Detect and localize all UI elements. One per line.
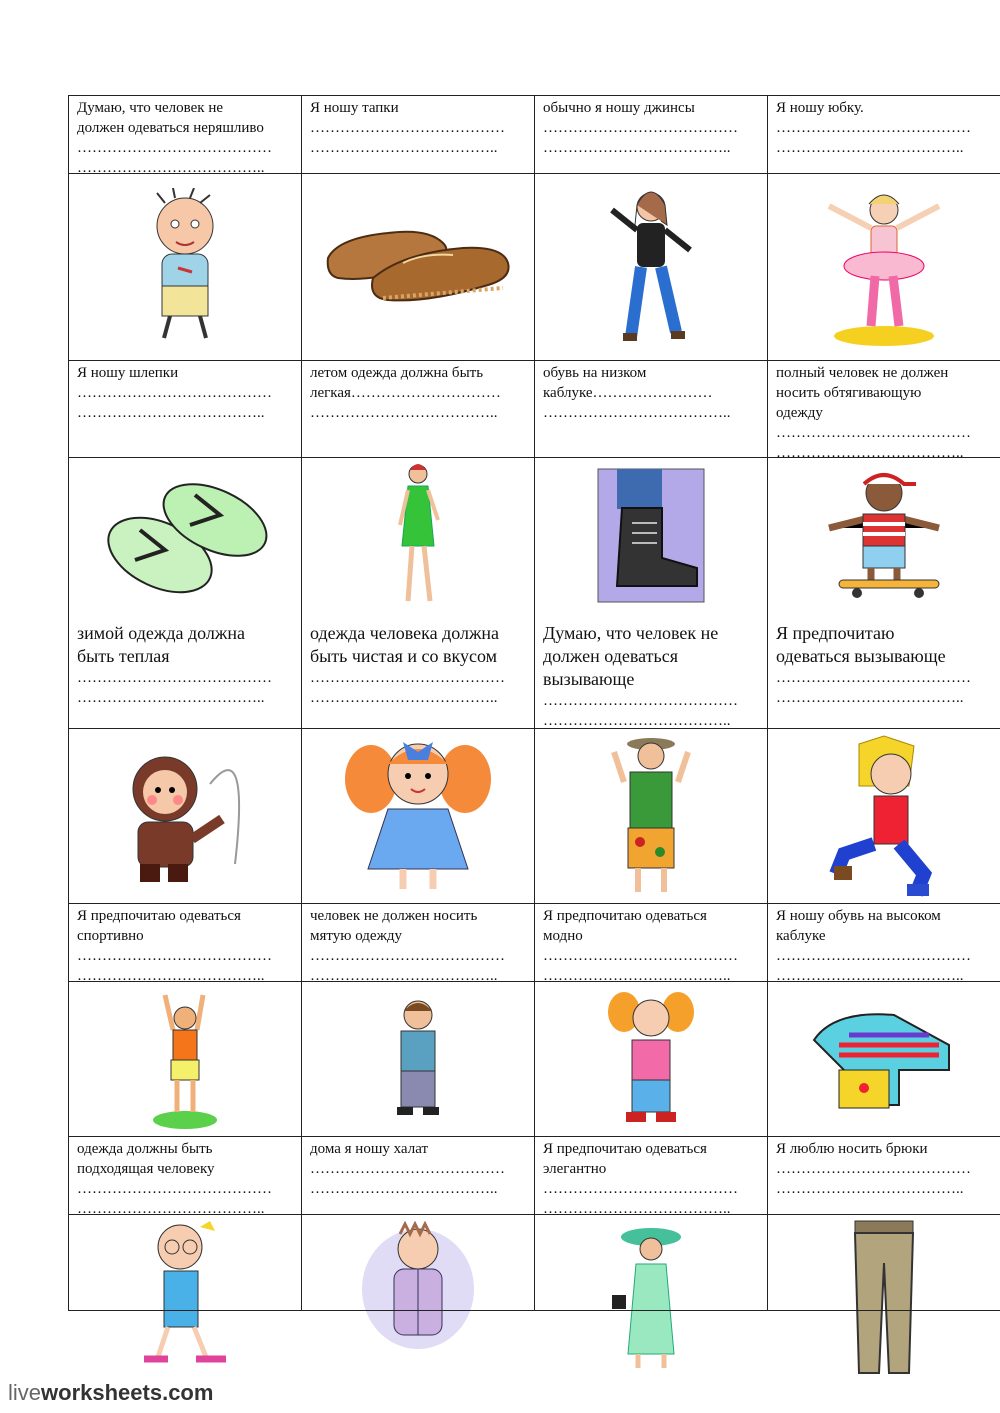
answer-line[interactable]: ………………………………… bbox=[77, 670, 272, 686]
prompt-text: Я люблю носить брюки bbox=[776, 1141, 928, 1157]
table-cell bbox=[767, 729, 1000, 904]
table-cell bbox=[767, 904, 1000, 982]
prompt-text: человек не должен носить мятую одежду bbox=[310, 908, 478, 944]
answer-line[interactable]: ……………………………….. bbox=[543, 140, 731, 156]
answer-line[interactable]: ………………………………… bbox=[310, 120, 505, 136]
fashion-girl-illustration bbox=[606, 990, 696, 1130]
girl-in-high-heels-illustration bbox=[130, 1219, 240, 1374]
answer-line[interactable]: ……………………………….. bbox=[77, 968, 265, 982]
trousers-illustration bbox=[849, 1219, 919, 1379]
boy-in-bathrobe-illustration bbox=[358, 1219, 478, 1354]
table-cell bbox=[767, 96, 1000, 174]
girl-in-jeans-illustration bbox=[601, 185, 701, 350]
table-cell bbox=[301, 96, 534, 174]
table-cell bbox=[68, 174, 301, 361]
answer-line[interactable]: ……………………………….. bbox=[77, 405, 265, 421]
table-cell bbox=[68, 729, 301, 904]
table-cell bbox=[301, 1137, 534, 1215]
answer-line[interactable]: ……………………………….. bbox=[776, 140, 964, 156]
messy-boy-illustration bbox=[140, 188, 230, 348]
answer-line[interactable]: ………………………………… bbox=[543, 1181, 738, 1197]
shy-boy-illustration bbox=[383, 995, 453, 1125]
table-cell bbox=[534, 904, 767, 982]
answer-line[interactable]: ……………………………….. bbox=[310, 405, 498, 421]
answer-line[interactable]: ………………………………… bbox=[543, 693, 738, 709]
table-cell bbox=[534, 982, 767, 1137]
table-cell bbox=[534, 1215, 767, 1311]
girl-with-pigtails-illustration bbox=[343, 734, 493, 899]
prompt-text: Я ношу юбку. bbox=[776, 100, 864, 116]
table-row bbox=[68, 457, 1000, 729]
answer-line[interactable]: ………………………………… bbox=[77, 948, 272, 964]
table-cell bbox=[767, 982, 1000, 1137]
table-row bbox=[68, 981, 1000, 1137]
prompt-text: Думаю, что человек не должен одеваться неряшливо bbox=[77, 100, 264, 136]
table-cell bbox=[534, 96, 767, 174]
table-cell bbox=[301, 982, 534, 1137]
moccasins-illustration bbox=[323, 218, 513, 318]
table-cell bbox=[767, 458, 1000, 729]
prompt-text: Я ношу обувь на высоком каблуке bbox=[776, 908, 941, 944]
answer-line[interactable]: ………………………………… bbox=[77, 1181, 272, 1197]
punk-boy-illustration bbox=[829, 734, 939, 899]
answer-line[interactable]: ……………………………….. bbox=[776, 1181, 964, 1197]
answer-line[interactable]: ………………………………… bbox=[776, 425, 971, 441]
answer-line[interactable]: ……………………………….. bbox=[543, 405, 731, 421]
answer-line[interactable]: ……………………………….. bbox=[543, 968, 731, 982]
table-cell bbox=[534, 1137, 767, 1215]
prompt-text: обычно я ношу джинсы bbox=[543, 100, 695, 116]
answer-line[interactable]: ……………………………….. bbox=[77, 1201, 265, 1215]
prompt-text: Я предпочитаю одеваться вызывающе bbox=[776, 623, 946, 666]
table-cell bbox=[534, 361, 767, 458]
flip-flops-illustration bbox=[77, 460, 293, 610]
answer-line[interactable]: ……………………………….. bbox=[310, 140, 498, 156]
answer-line[interactable]: ………………………………… bbox=[776, 1161, 971, 1177]
answer-line[interactable]: ………………………………… bbox=[310, 670, 505, 686]
prompt-text: Думаю, что человек не должен одеваться вызывающе bbox=[543, 623, 719, 689]
table-cell bbox=[301, 904, 534, 982]
eskimo-child-fishing-illustration bbox=[110, 744, 260, 889]
table-cell bbox=[301, 174, 534, 361]
prompt-text: одежда человека должна быть чистая и со вкусом bbox=[310, 623, 500, 666]
table-row bbox=[68, 1136, 1000, 1215]
prompt-text: одежда должны быть подходящая человеку bbox=[77, 1141, 215, 1177]
table-cell bbox=[301, 1215, 534, 1311]
table-bottom-border bbox=[68, 1310, 1000, 1311]
elegant-lady-illustration bbox=[606, 1219, 696, 1374]
answer-line[interactable]: ………………………………… bbox=[310, 948, 505, 964]
answer-line[interactable]: ………………………………… bbox=[776, 948, 971, 964]
table-cell bbox=[68, 1215, 301, 1311]
answer-line[interactable]: ………………………………… bbox=[776, 670, 971, 686]
table-cell bbox=[534, 174, 767, 361]
table-cell bbox=[68, 1137, 301, 1215]
answer-line[interactable]: ……………………………….. bbox=[310, 968, 498, 982]
table-cell bbox=[767, 174, 1000, 361]
liveworksheets-logo: liveworksheets.com bbox=[8, 1380, 214, 1405]
answer-line[interactable]: ………………………………… bbox=[543, 948, 738, 964]
answer-line[interactable]: ………………………………… bbox=[543, 120, 738, 136]
answer-line[interactable]: ……………………………….. bbox=[77, 690, 265, 706]
table-cell bbox=[68, 361, 301, 458]
table-cell bbox=[767, 361, 1000, 458]
answer-line[interactable]: ……………………………….. bbox=[776, 968, 964, 982]
combat-boot-illustration bbox=[543, 460, 759, 610]
table-cell bbox=[68, 96, 301, 174]
answer-line[interactable]: ………………………………… bbox=[77, 140, 272, 156]
table-cell bbox=[68, 458, 301, 729]
answer-line[interactable]: ……………………………….. bbox=[776, 690, 964, 706]
answer-line[interactable]: ……………………………….. bbox=[310, 1181, 498, 1197]
sporty-child-illustration bbox=[145, 990, 225, 1130]
prompt-text: Я предпочитаю одеваться спортивно bbox=[77, 908, 241, 944]
table-cell bbox=[68, 904, 301, 982]
table-row bbox=[68, 360, 1000, 458]
ballerina-girl-illustration bbox=[819, 188, 949, 348]
table-cell bbox=[767, 1215, 1000, 1311]
table-row bbox=[68, 1214, 1000, 1311]
prompt-text: Я предпочитаю одеваться модно bbox=[543, 908, 707, 944]
answer-line[interactable]: ………………………………… bbox=[310, 1161, 505, 1177]
woman-in-green-dress-illustration bbox=[310, 460, 526, 610]
boy-on-skateboard-illustration bbox=[776, 460, 992, 610]
table-row bbox=[68, 95, 1000, 174]
answer-line[interactable]: ……………………………….. bbox=[776, 445, 964, 458]
answer-line[interactable]: ……………………………….. bbox=[543, 713, 731, 729]
table-cell bbox=[68, 982, 301, 1137]
prompt-text: полный человек не должен носить обтягивающую одежду bbox=[776, 365, 949, 421]
answer-line[interactable]: ……………………………….. bbox=[543, 1201, 731, 1215]
prompt-text: Я ношу тапки bbox=[310, 100, 399, 116]
prompt-text: зимой одежда должна быть теплая bbox=[77, 623, 245, 666]
man-in-hawaiian-shorts-illustration bbox=[606, 732, 696, 902]
table-cell bbox=[301, 729, 534, 904]
prompt-text: дома я ношу халат bbox=[310, 1141, 429, 1157]
prompt-text: обувь на низком каблуке…………………… bbox=[543, 365, 713, 401]
prompt-text: Я предпочитаю одеваться элегантно bbox=[543, 1141, 707, 1177]
answer-line[interactable]: ………………………………… bbox=[776, 120, 971, 136]
table-cell bbox=[534, 729, 767, 904]
table-row bbox=[68, 728, 1000, 904]
table-cell bbox=[301, 458, 534, 729]
table-cell bbox=[767, 1137, 1000, 1215]
table-cell bbox=[301, 361, 534, 458]
prompt-text: летом одежда должна быть легкая………………………… bbox=[310, 365, 501, 401]
platform-shoe-illustration bbox=[809, 1000, 959, 1120]
answer-line[interactable]: ……………………………….. bbox=[77, 160, 265, 174]
table-row bbox=[68, 173, 1000, 361]
prompt-text: Я ношу шлепки bbox=[77, 365, 179, 381]
answer-line[interactable]: ……………………………….. bbox=[310, 690, 498, 706]
answer-line[interactable]: ………………………………… bbox=[77, 385, 272, 401]
table-cell bbox=[534, 458, 767, 729]
table-row bbox=[68, 903, 1000, 982]
